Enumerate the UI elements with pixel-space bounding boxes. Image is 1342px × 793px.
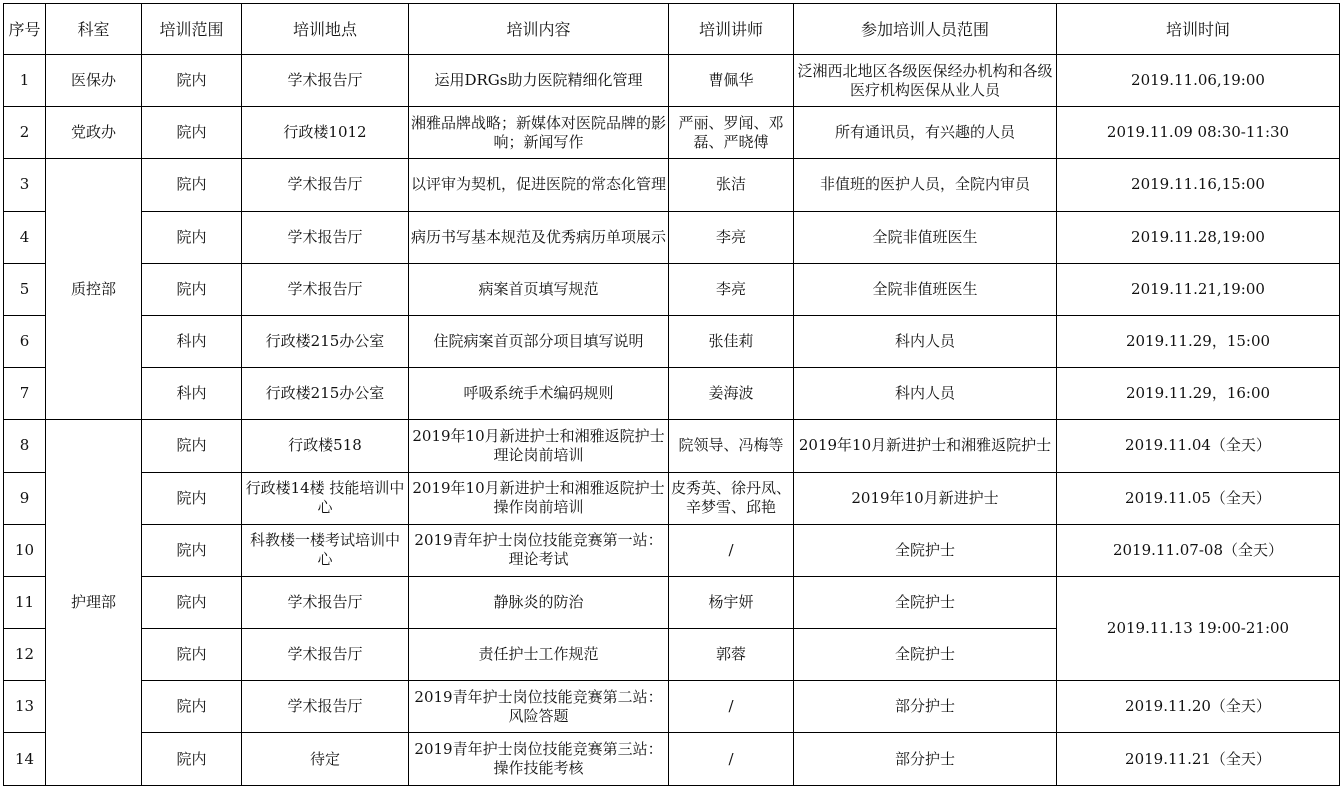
cell-location: 学术报告厅: [242, 263, 409, 315]
cell-location: 学术报告厅: [242, 159, 409, 211]
cell-lecturer: 皮秀英、徐丹凤、辛梦雪、邱艳: [669, 472, 794, 524]
cell-no: 6: [4, 315, 46, 367]
cell-location: 学术报告厅: [242, 681, 409, 733]
cell-participants: 全院护士: [794, 629, 1057, 681]
table-row: [4, 107, 1340, 159]
cell-lecturer: 郭蓉: [669, 629, 794, 681]
cell-content: 2019青年护士岗位技能竞赛第三站：操作技能考核: [409, 733, 669, 785]
cell-participants: 非值班的医护人员，全院内审员: [794, 159, 1057, 211]
cell-content: 住院病案首页部分项目填写说明: [409, 315, 669, 367]
cell-scope: 院内: [142, 55, 242, 107]
cell-time: 2019.11.04（全天）: [1057, 420, 1340, 472]
cell-no: 5: [4, 263, 46, 315]
cell-no: 10: [4, 524, 46, 576]
cell-location: 科教楼一楼考试培训中心: [242, 524, 409, 576]
cell-lecturer: /: [669, 681, 794, 733]
table-row: [4, 681, 1340, 733]
cell-content: 2019青年护士岗位技能竞赛第二站：风险答题: [409, 681, 669, 733]
cell-scope: 科内: [142, 368, 242, 420]
cell-scope: 院内: [142, 159, 242, 211]
cell-participants: 泛湘西北地区各级医保经办机构和各级医疗机构医保从业人员: [794, 55, 1057, 107]
cell-time: 2019.11.28,19:00: [1057, 211, 1340, 263]
training-schedule-table: [3, 3, 1340, 786]
table-row: [4, 733, 1340, 785]
cell-lecturer: /: [669, 524, 794, 576]
cell-time: 2019.11.21,19:00: [1057, 263, 1340, 315]
cell-content: 静脉炎的防治: [409, 576, 669, 628]
cell-location: 行政楼518: [242, 420, 409, 472]
cell-time: 2019.11.13 19:00-21:00: [1057, 576, 1340, 680]
cell-no: 1: [4, 55, 46, 107]
header-cell-time: 培训时间: [1057, 4, 1340, 55]
cell-location: 行政楼1012: [242, 107, 409, 159]
cell-lecturer: /: [669, 733, 794, 785]
cell-time: 2019.11.05（全天）: [1057, 472, 1340, 524]
header-cell-location: 培训地点: [242, 4, 409, 55]
header-cell-lecturer: 培训讲师: [669, 4, 794, 55]
cell-scope: 院内: [142, 420, 242, 472]
cell-content: 运用DRGs助力医院精细化管理: [409, 55, 669, 107]
cell-participants: 全院护士: [794, 576, 1057, 628]
header-cell-content: 培训内容: [409, 4, 669, 55]
cell-lecturer: 李亮: [669, 263, 794, 315]
cell-time: 2019.11.07-08（全天）: [1057, 524, 1340, 576]
cell-dept: 医保办: [46, 55, 142, 107]
table-row: [4, 524, 1340, 576]
cell-scope: 院内: [142, 681, 242, 733]
cell-content: 病案首页填写规范: [409, 263, 669, 315]
cell-location: 行政楼14楼 技能培训中心: [242, 472, 409, 524]
cell-time: 2019.11.20（全天）: [1057, 681, 1340, 733]
cell-no: 8: [4, 420, 46, 472]
cell-content: 2019年10月新进护士和湘雅返院护士操作岗前培训: [409, 472, 669, 524]
cell-content: 湘雅品牌战略；新媒体对医院品牌的影响；新闻写作: [409, 107, 669, 159]
table-row: [4, 472, 1340, 524]
cell-lecturer: 张佳莉: [669, 315, 794, 367]
cell-time: 2019.11.29，16:00: [1057, 368, 1340, 420]
cell-no: 2: [4, 107, 46, 159]
cell-dept: 护理部: [46, 420, 142, 785]
cell-scope: 院内: [142, 733, 242, 785]
cell-location: 待定: [242, 733, 409, 785]
cell-lecturer: 张洁: [669, 159, 794, 211]
cell-participants: 全院非值班医生: [794, 211, 1057, 263]
cell-lecturer: 严丽、罗闻、邓磊、严晓傅: [669, 107, 794, 159]
cell-lecturer: 李亮: [669, 211, 794, 263]
cell-scope: 院内: [142, 472, 242, 524]
cell-content: 2019青年护士岗位技能竞赛第一站：理论考试: [409, 524, 669, 576]
cell-content: 2019年10月新进护士和湘雅返院护士理论岗前培训: [409, 420, 669, 472]
cell-time: 2019.11.29，15:00: [1057, 315, 1340, 367]
table-row: [4, 576, 1340, 628]
cell-scope: 科内: [142, 315, 242, 367]
cell-no: 4: [4, 211, 46, 263]
cell-participants: 科内人员: [794, 368, 1057, 420]
cell-location: 行政楼215办公室: [242, 315, 409, 367]
cell-participants: 2019年10月新进护士和湘雅返院护士: [794, 420, 1057, 472]
cell-participants: 部分护士: [794, 681, 1057, 733]
cell-no: 14: [4, 733, 46, 785]
cell-no: 9: [4, 472, 46, 524]
table-row: [4, 211, 1340, 263]
cell-scope: 院内: [142, 263, 242, 315]
cell-time: 2019.11.16,15:00: [1057, 159, 1340, 211]
cell-location: 学术报告厅: [242, 55, 409, 107]
cell-participants: 部分护士: [794, 733, 1057, 785]
cell-time: 2019.11.06,19:00: [1057, 55, 1340, 107]
header-row: [4, 4, 1340, 55]
cell-scope: 院内: [142, 629, 242, 681]
table-row: [4, 420, 1340, 472]
cell-dept: 党政办: [46, 107, 142, 159]
cell-participants: 2019年10月新进护士: [794, 472, 1057, 524]
cell-location: 行政楼215办公室: [242, 368, 409, 420]
cell-scope: 院内: [142, 524, 242, 576]
table-row: [4, 315, 1340, 367]
cell-location: 学术报告厅: [242, 576, 409, 628]
cell-content: 呼吸系统手术编码规则: [409, 368, 669, 420]
cell-participants: 科内人员: [794, 315, 1057, 367]
cell-dept: 质控部: [46, 159, 142, 420]
cell-location: 学术报告厅: [242, 629, 409, 681]
cell-lecturer: 曹佩华: [669, 55, 794, 107]
cell-content: 责任护士工作规范: [409, 629, 669, 681]
cell-scope: 院内: [142, 107, 242, 159]
cell-lecturer: 院领导、冯梅等: [669, 420, 794, 472]
cell-lecturer: 姜海波: [669, 368, 794, 420]
cell-time: 2019.11.21（全天）: [1057, 733, 1340, 785]
cell-no: 12: [4, 629, 46, 681]
cell-scope: 院内: [142, 211, 242, 263]
header-cell-participants: 参加培训人员范围: [794, 4, 1057, 55]
table-row: [4, 263, 1340, 315]
cell-participants: 全院护士: [794, 524, 1057, 576]
cell-no: 13: [4, 681, 46, 733]
cell-participants: 全院非值班医生: [794, 263, 1057, 315]
cell-lecturer: 杨宇妍: [669, 576, 794, 628]
cell-no: 7: [4, 368, 46, 420]
cell-location: 学术报告厅: [242, 211, 409, 263]
header-cell-scope: 培训范围: [142, 4, 242, 55]
cell-no: 11: [4, 576, 46, 628]
table-row: [4, 368, 1340, 420]
cell-content: 病历书写基本规范及优秀病历单项展示: [409, 211, 669, 263]
cell-time: 2019.11.09 08:30-11:30: [1057, 107, 1340, 159]
header-cell-dept: 科室: [46, 4, 142, 55]
table-row: [4, 159, 1340, 211]
cell-no: 3: [4, 159, 46, 211]
table-row: [4, 55, 1340, 107]
header-cell-no: 序号: [4, 4, 46, 55]
cell-content: 以评审为契机，促进医院的常态化管理: [409, 159, 669, 211]
cell-participants: 所有通讯员，有兴趣的人员: [794, 107, 1057, 159]
cell-scope: 院内: [142, 576, 242, 628]
